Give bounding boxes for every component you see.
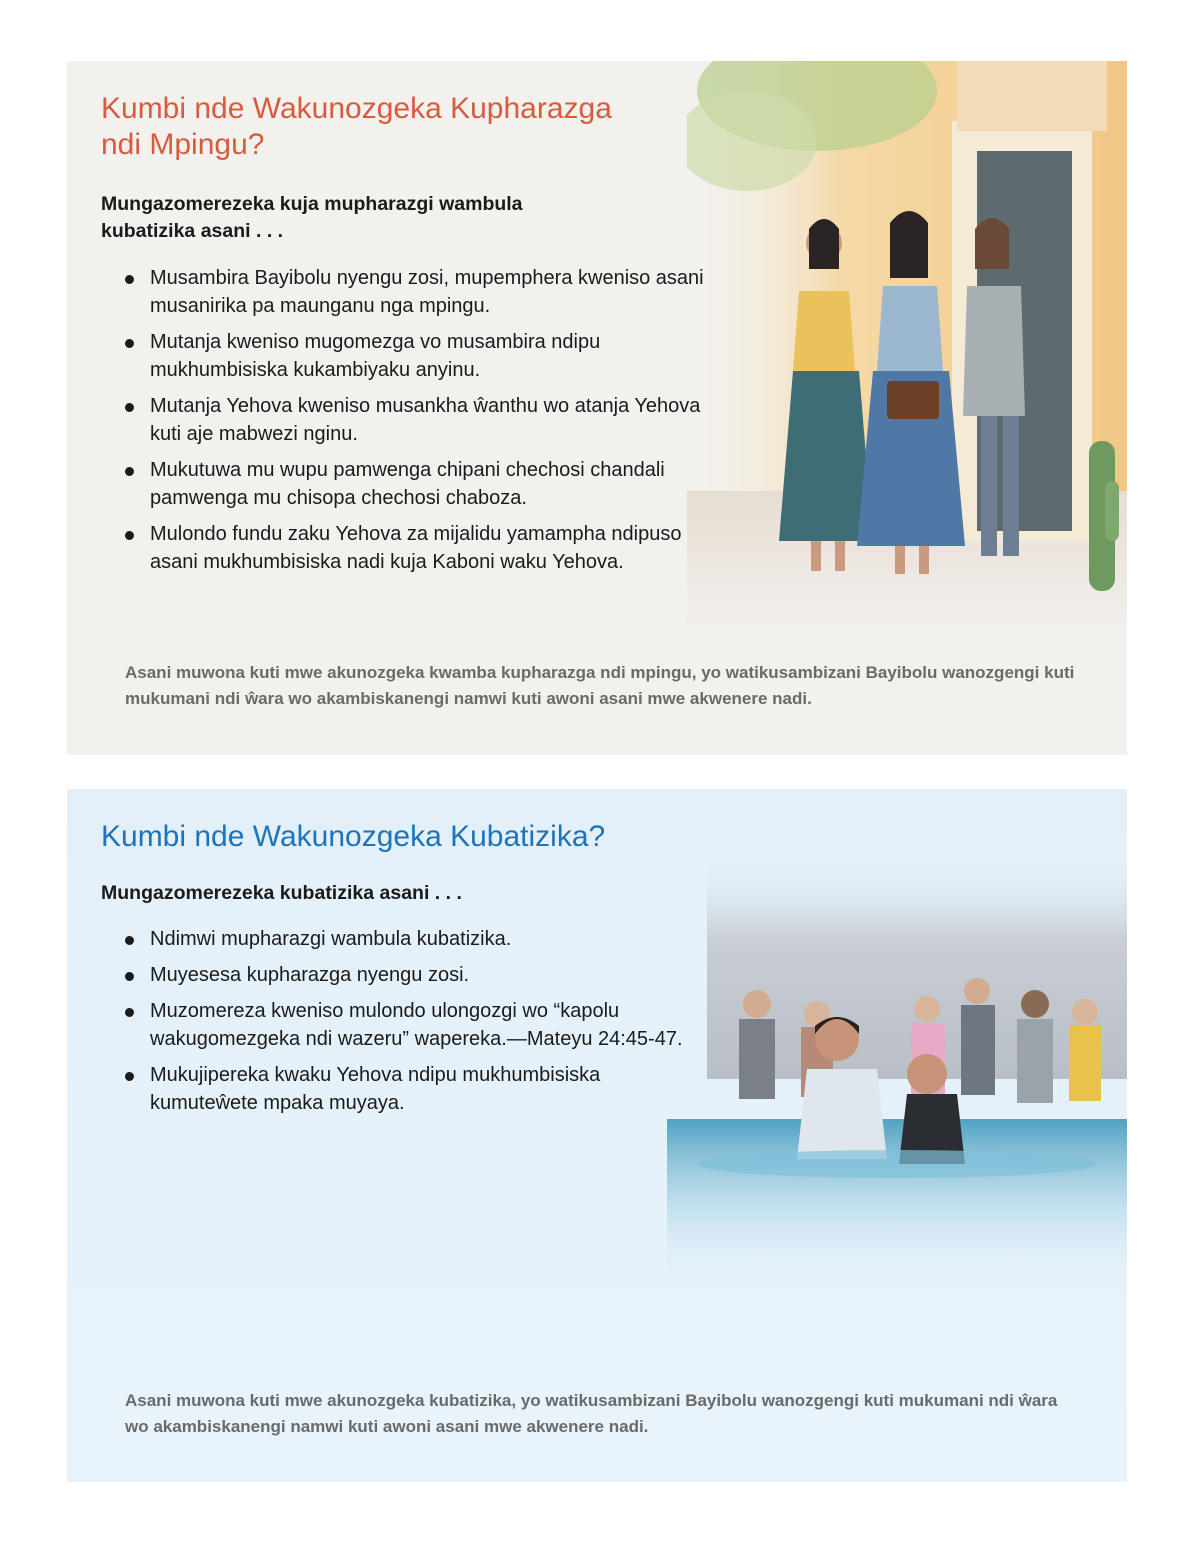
bullet-icon [125, 403, 134, 412]
bullet-icon [125, 467, 134, 476]
section-title: Kumbi nde Wakunozgeka Kupharazga ndi Mpingu? [101, 92, 612, 161]
bullet-icon [125, 936, 134, 945]
list-item: Muyesesa kupharazga nyengu zosi. [125, 961, 685, 989]
requirements-list [125, 264, 725, 584]
three-women-at-doorway-illustration [687, 61, 1127, 641]
section-footnote: Asani muwona kuti mwe akunozgeka kubatizika, yo watikusambizani Bayibolu wanozgengi kuti mukumani ndi ŵara wo akambiskanengi namwi kuti awoni asani mwe akwenere nadi. [125, 1391, 1058, 1436]
section-baptism [67, 789, 1127, 1482]
list-item: Mukujipereka kwaku Yehova ndipu mukhumbisiska kumuteŵete mpaka muyaya. [125, 1061, 685, 1117]
list-item: Muzomereza kweniso mulondo ulongozgi wo “kapolu wakugomezgeka ndi wazeru” wapereka.—Mateyu 24:45-47. [125, 997, 685, 1053]
list-item: Musambira Bayibolu nyengu zosi, mupemphera kweniso asani musanirika pa maunganu nga mpingu. [125, 264, 725, 320]
list-item: Mulondo fundu zaku Yehova za mijalidu yamampha ndipuso asani mukhumbisiska nadi kuja Kaboni waku Yehova. [125, 520, 725, 576]
bullet-icon [125, 972, 134, 981]
bullet-icon [125, 339, 134, 348]
requirements-list [125, 925, 685, 1125]
list-item: Mukutuwa mu wupu pamwenga chipani chechosi chandali pamwenga mu chisopa chechosi chaboza. [125, 456, 725, 512]
baptism-in-pool-illustration [667, 829, 1127, 1289]
section-lead: Mungazomerezeka kuja mupharazgi wambula kubatizika asani . . . [101, 193, 523, 242]
section-footnote: Asani muwona kuti mwe akunozgeka kwamba kupharazga ndi mpingu, yo watikusambizani Bayibolu wanozgengi kuti mukumani ndi ŵara wo akambiskanengi namwi kuti awoni asani mwe akwenere nadi. [125, 663, 1075, 708]
bullet-icon [125, 275, 134, 284]
bullet-icon [125, 531, 134, 540]
bullet-icon [125, 1072, 134, 1081]
list-item: Mutanja Yehova kweniso musankha ŵanthu wo atanja Yehova kuti aje mabwezi nginu. [125, 392, 725, 448]
list-item: Mutanja kweniso mugomezga vo musambira ndipu mukhumbisiska kukambiyaku anyinu. [125, 328, 725, 384]
section-title: Kumbi nde Wakunozgeka Kubatizika? [101, 820, 606, 853]
section-lead: Mungazomerezeka kubatizika asani . . . [101, 882, 462, 904]
bullet-icon [125, 1008, 134, 1017]
list-item: Ndimwi mupharazgi wambula kubatizika. [125, 925, 685, 953]
section-preaching [67, 61, 1127, 755]
